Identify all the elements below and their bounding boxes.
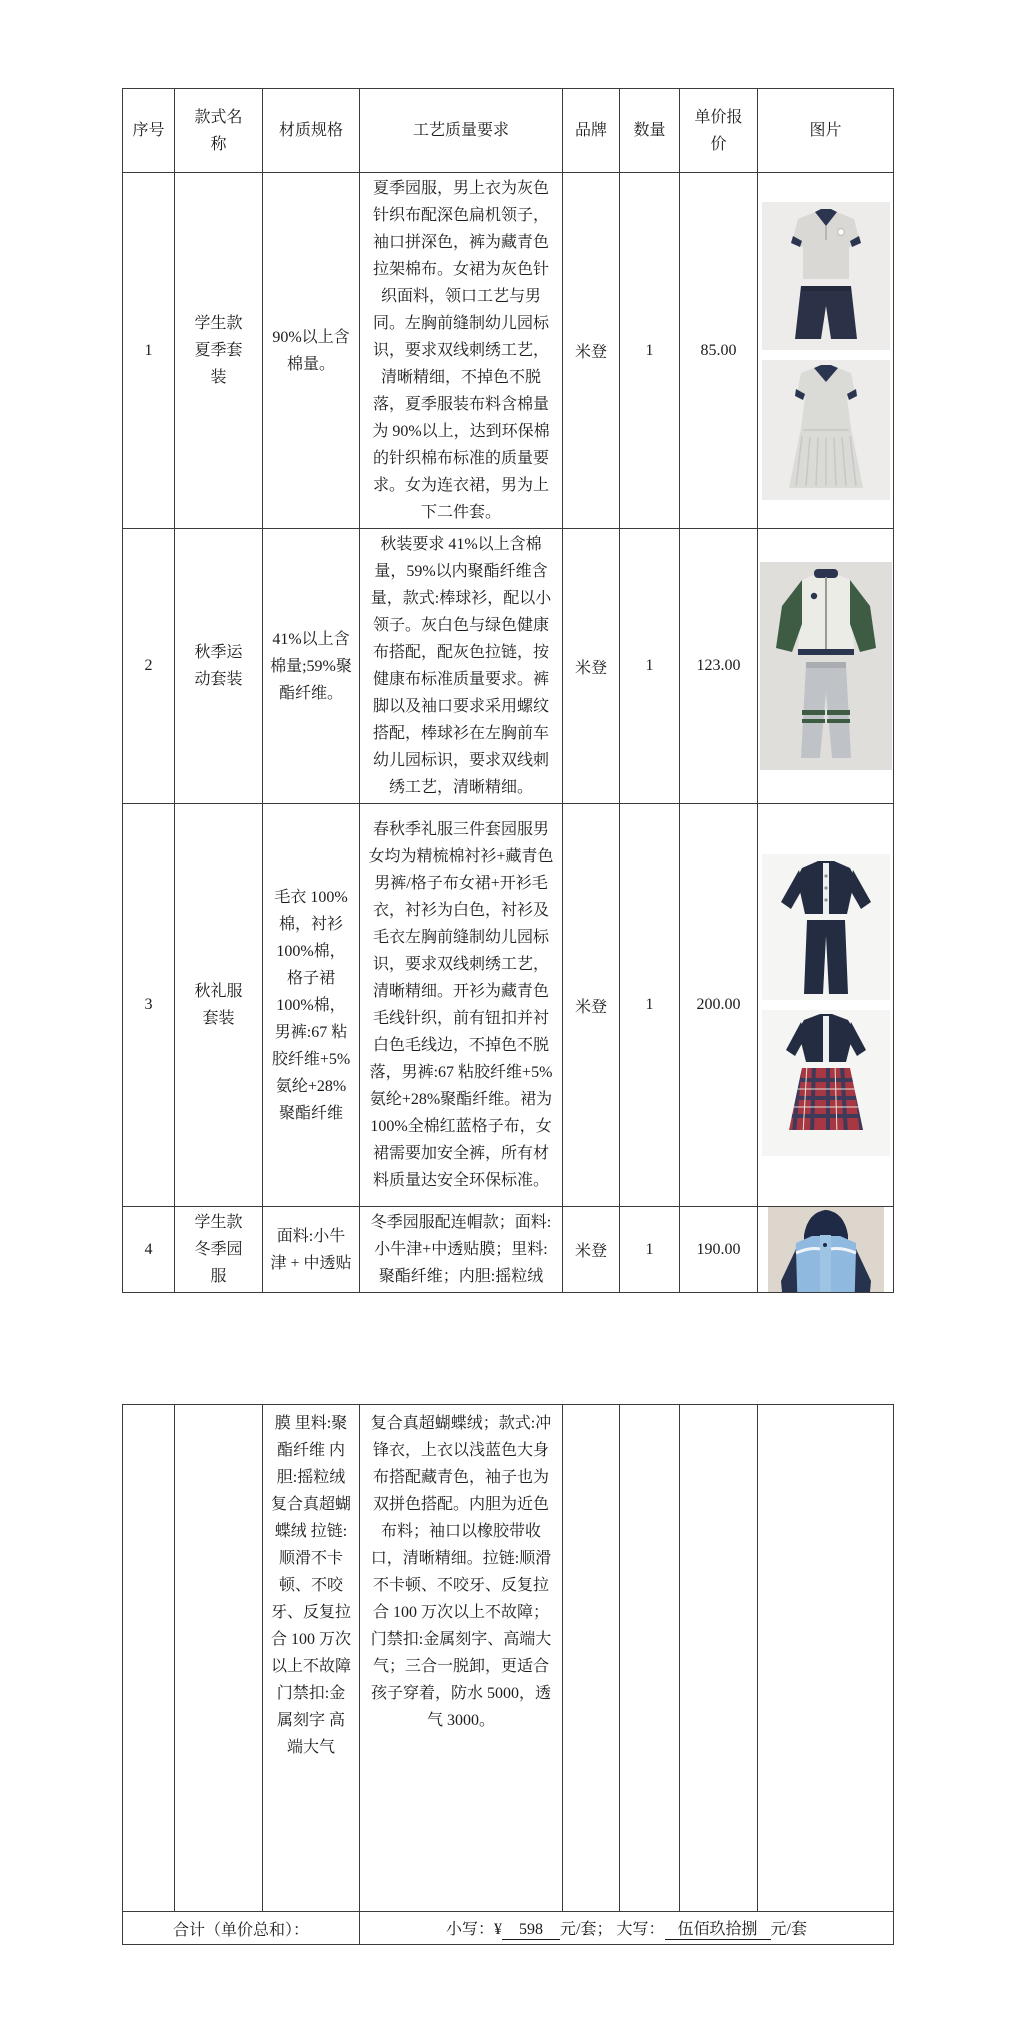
cell-craft-4: 冬季园服配连帽款；面料:小牛津+中透贴膜；里料:聚酯纤维；内胆:摇粒绒 — [360, 1207, 563, 1293]
cell-no-4: 4 — [123, 1207, 175, 1293]
autumn-baseball-set-photo — [760, 562, 892, 770]
quotation-table-page-2 — [122, 1404, 894, 1945]
cell-qty-2: 1 — [620, 529, 680, 804]
cell-photo-2 — [758, 529, 894, 804]
cell-price-2: 123.00 — [680, 529, 758, 804]
formal-girl-set-photo — [762, 1010, 890, 1156]
cell-no-3: 3 — [123, 804, 175, 1207]
photo-stack-row-2 — [758, 562, 893, 770]
cell-craft-3: 春秋季礼服三件套园服男女均为精梳棉衬衫+藏青色男裤/格子布女裙+开衫毛衣，衬衫为白色，衬衫及毛衣左胸前缝制幼儿园标识，要求双线刺绣工艺，清晰精细。开衫为藏青色毛线针织，前有钮扣并衬白色毛线边，不掉色不脱落，男裤:67 粘胶纤维+5%氨纶+28%聚酯纤维。裙为 100%全棉红蓝格子布，女裙需要加安全裤，所有材料质量达安全环保标准。 — [360, 804, 563, 1207]
total-row — [123, 1912, 894, 1945]
table-row-winter-jacket — [123, 1207, 894, 1293]
total-numeric-unit: 元/套； — [560, 1921, 613, 1938]
cell-material-2: 41%以上含棉量;59%聚酯纤维。 — [263, 529, 360, 804]
cell-style-2: 秋季运动套装 — [175, 529, 263, 804]
col-header-style: 款式名称 — [175, 89, 263, 173]
summer-polo-and-shorts-photo — [762, 202, 890, 350]
total-amount-line — [360, 1912, 894, 1945]
formal-boy-set-photo — [762, 854, 890, 1000]
cell-photo-1 — [758, 173, 894, 529]
cell-brand-1: 米登 — [563, 173, 620, 529]
cell-photo-3 — [758, 804, 894, 1207]
col-header-qty: 数量 — [620, 89, 680, 173]
cell-qty-3: 1 — [620, 804, 680, 1207]
col-header-photo: 图片 — [758, 89, 894, 173]
total-numeric-prefix: 小写：¥ — [446, 1921, 503, 1938]
cell-qty-cont — [620, 1405, 680, 1912]
cell-style-3: 秋礼服套装 — [175, 804, 263, 1207]
winter-hooded-jacket-photo — [768, 1207, 884, 1293]
photo-stack-row-3 — [758, 854, 893, 1156]
col-header-price: 单价报价 — [680, 89, 758, 173]
table-row-formal-set — [123, 804, 894, 1207]
cell-price-4: 190.00 — [680, 1207, 758, 1293]
col-header-brand: 品牌 — [563, 89, 620, 173]
cell-no-cont — [123, 1405, 175, 1912]
cell-craft-2: 秋装要求 41%以上含棉量，59%以内聚酯纤维含量，款式:棒球衫，配以小领子。灰白色与绿色健康布搭配，配灰色拉链，按健康布标准质量要求。裤脚以及袖口要求采用螺纹搭配，棒球衫在左胸前车幼儿园标识，要求双线刺绣工艺，清晰精细。 — [360, 529, 563, 804]
cell-qty-1: 1 — [620, 173, 680, 529]
total-numeric-value: 598 — [502, 1921, 560, 1940]
total-caps-unit: 元/套 — [770, 1921, 807, 1938]
total-label: 合计（单价总和）： — [123, 1912, 360, 1945]
cell-brand-cont — [563, 1405, 620, 1912]
cell-material-cont: 膜 里料:聚酯纤维 内胆:摇粒绒复合真超蝴蝶绒 拉链:顺滑不卡顿、不咬牙、反复拉合 100 万次以上不故障 门禁扣:金属刻字 高端大气 — [263, 1405, 360, 1912]
cell-no-2: 2 — [123, 529, 175, 804]
photo-stack-row-1 — [758, 202, 893, 500]
cell-price-cont — [680, 1405, 758, 1912]
cell-photo-cont — [758, 1405, 894, 1912]
cell-brand-2: 米登 — [563, 529, 620, 804]
cell-brand-4: 米登 — [563, 1207, 620, 1293]
col-header-no: 序号 — [123, 89, 175, 173]
table-row-winter-continuation — [123, 1405, 894, 1912]
cell-style-1: 学生款夏季套装 — [175, 173, 263, 529]
cell-style-cont — [175, 1405, 263, 1912]
cell-material-4: 面料:小牛津 + 中透贴 — [263, 1207, 360, 1293]
cell-no-1: 1 — [123, 173, 175, 529]
total-caps-prefix: 大写： — [616, 1921, 665, 1938]
cell-price-1: 85.00 — [680, 173, 758, 529]
cell-photo-4 — [758, 1207, 894, 1293]
col-header-material: 材质规格 — [263, 89, 360, 173]
cell-material-1: 90%以上含棉量。 — [263, 173, 360, 529]
cell-price-3: 200.00 — [680, 804, 758, 1207]
col-header-craft: 工艺质量要求 — [360, 89, 563, 173]
total-caps-value: 伍佰玖拾捌 — [665, 1916, 771, 1940]
cell-qty-4: 1 — [620, 1207, 680, 1293]
table-row-summer-set — [123, 173, 894, 529]
header-row — [123, 89, 894, 173]
table-row-autumn-set — [123, 529, 894, 804]
cell-craft-cont: 复合真超蝴蝶绒；款式:冲锋衣，上衣以浅蓝色大身布搭配藏青色，袖子也为双拼色搭配。内胆为近色布料；袖口以橡胶带收口，清晰精细。拉链:顺滑不卡顿、不咬牙、反复拉合 100 万次以上不故障；门禁扣:金属刻字、高端大气；三合一脱卸，更适合孩子穿着，防水 5000，透气 3000。 — [360, 1405, 563, 1912]
cell-brand-3: 米登 — [563, 804, 620, 1207]
cell-style-4: 学生款冬季园服 — [175, 1207, 263, 1293]
cell-material-3: 毛衣 100%棉，衬衫 100%棉，格子裙 100%棉，男裤:67 粘胶纤维+5%氨纶+28%聚酯纤维 — [263, 804, 360, 1207]
cell-craft-1: 夏季园服，男上衣为灰色针织布配深色扁机领子，袖口拼深色，裤为藏青色拉架棉布。女裙为灰色针织面料，领口工艺与男同。左胸前缝制幼儿园标识，要求双线刺绣工艺，清晰精细，不掉色不脱落，夏季服装布料含棉量为 90%以上，达到环保棉的针织棉布标准的质量要求。女为连衣裙，男为上下二件套。 — [360, 173, 563, 529]
summer-dress-photo — [762, 360, 890, 500]
quotation-table-page-1 — [122, 88, 894, 1293]
